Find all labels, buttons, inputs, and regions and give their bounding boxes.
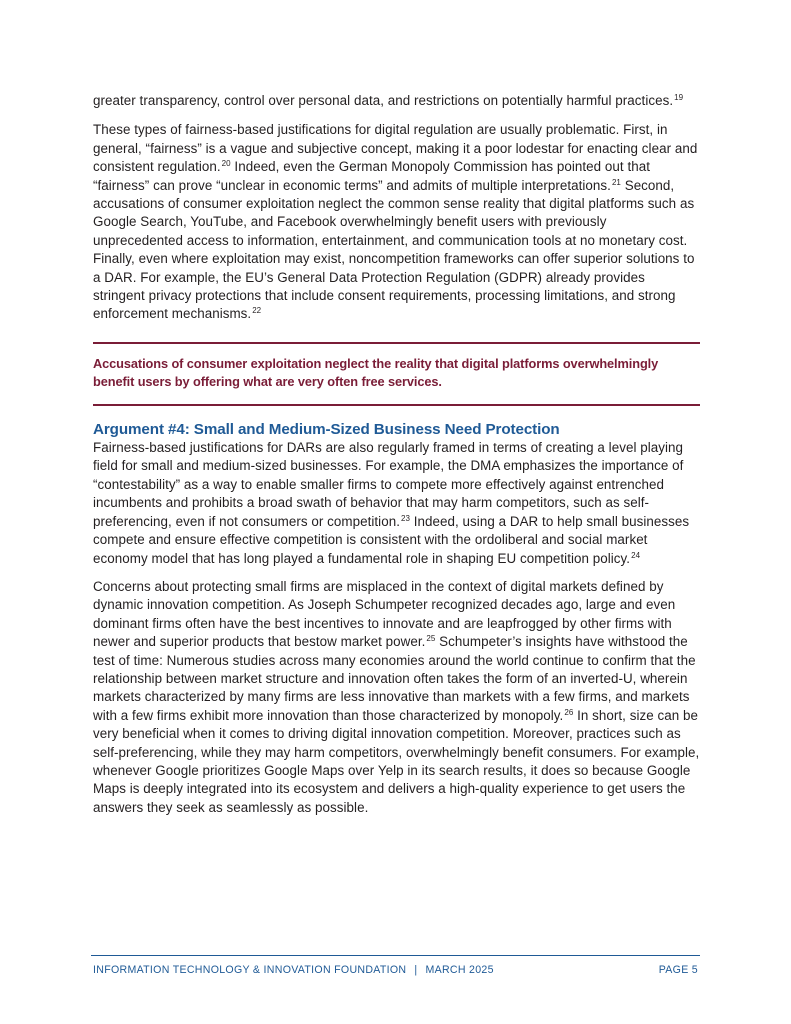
page-footer bbox=[93, 964, 698, 980]
paragraph-4-text-1: Concerns about protecting small firms are misplaced in the context of digital markets defined by dynamic innovation competition. As Joseph Schumpeter recognized decades ago, large and even dominant firms often have the best incentives to innovate and are leapfrogged by other firms with newer and superior products that bestow market power. bbox=[93, 578, 676, 650]
paragraph-3 bbox=[93, 439, 700, 568]
paragraph-4-text-3: In short, size can be very beneficial when it comes to driving digital innovation competition. Moreover, practices such as self-preferencing, while they may harm competitors, overwhelmingly benefit consumers. For example, whenever Google prioritizes Google Maps over Yelp in its search results, it does so because Google Maps is deeply integrated into its ecosystem and delivers a high-quality experience to get users the answers they seek as seamlessly as possible. bbox=[93, 707, 700, 815]
paragraph-4-text-2: Schumpeter’s insights have withstood the test of time: Numerous studies across many economies around the world continue to confirm that the relationship between market structure and innovation often takes the form of an inverted-U, wherein markets characterized by many firms are less innovative than markets with a few firms, and markets with a few firms exhibit more innovation than those characterized by monopoly. bbox=[93, 634, 696, 723]
pull-quote-text: Accusations of consumer exploitation neglect the reality that digital platforms overwhelmingly benefit users by offering what are very often free services. bbox=[93, 355, 659, 390]
footnote-ref-19[interactable]: 19 bbox=[674, 93, 684, 102]
footnote-ref-25[interactable]: 25 bbox=[426, 634, 436, 644]
paragraph-2-text-1: These types of fairness-based justifications for digital regulation are usually problematic. First, in general, “fairness” is a vague and subjective concept, making it a poor lodestar for enacting clear and consistent regulation. bbox=[93, 122, 698, 175]
pull-quote bbox=[93, 342, 700, 406]
footer-org: INFORMATION TECHNOLOGY & INNOVATION FOUNDATION bbox=[93, 964, 407, 976]
paragraph-3-text-2: Indeed, using a DAR to help small businesses compete and ensure effective competition is consistent with the ordoliberal and social market economy model that has long played a fundamental role in shaping EU competition policy. bbox=[93, 513, 690, 566]
footer-page-number: PAGE 5 bbox=[658, 964, 698, 976]
footnote-ref-24[interactable]: 24 bbox=[631, 550, 641, 560]
footer-separator: | bbox=[414, 964, 418, 976]
paragraph-1-text: greater transparency, control over personal data, and restrictions on potentially harmful practices. bbox=[93, 93, 674, 108]
paragraph-1 bbox=[93, 92, 700, 110]
paragraph-2-text-2: Indeed, even the German Monopoly Commission has pointed out that “fairness” can prove “unclear in economic terms” and admits of multiple interpretations. bbox=[93, 159, 651, 193]
section-heading: Argument #4: Small and Medium-Sized Business Need Protection bbox=[93, 421, 560, 439]
footer-date: MARCH 2025 bbox=[425, 964, 494, 976]
paragraph-3-text-1: Fairness-based justifications for DARs are also regularly framed in terms of creating a level playing field for small and medium-sized businesses. For example, the DMA emphasizes the importance of “contestability” as a way to enable smaller firms to compete more effectively against entrenched incumbents and prohibits a broad swath of behavior that may harm competitors, such as self-preferencing, even if not consumers or competition. bbox=[93, 440, 684, 529]
footnote-ref-22[interactable]: 22 bbox=[252, 306, 262, 316]
footnote-ref-23[interactable]: 23 bbox=[400, 513, 410, 523]
paragraph-4 bbox=[93, 578, 700, 817]
footnote-ref-20[interactable]: 20 bbox=[221, 159, 231, 169]
page-content bbox=[93, 92, 700, 817]
paragraph-2 bbox=[93, 121, 700, 323]
footer-divider bbox=[91, 955, 700, 956]
footer-left bbox=[93, 964, 494, 976]
footnote-ref-21[interactable]: 21 bbox=[611, 177, 621, 187]
footnote-ref-26[interactable]: 26 bbox=[564, 707, 574, 717]
paragraph-2-text-3: Second, accusations of consumer exploitation neglect the common sense reality that digital platforms such as Google Search, YouTube, and Facebook overwhelmingly benefit users with previously unprecedented access to information, entertainment, and communication tools at no monetary cost. Finally, even where exploitation may exist, noncompetition frameworks can offer superior solutions to a DAR. For example, the EU’s General Data Protection Regulation (GDPR) already provides stringent privacy protections that include consent requirements, processing limitations, and strong enforcement mechanisms. bbox=[93, 177, 695, 322]
